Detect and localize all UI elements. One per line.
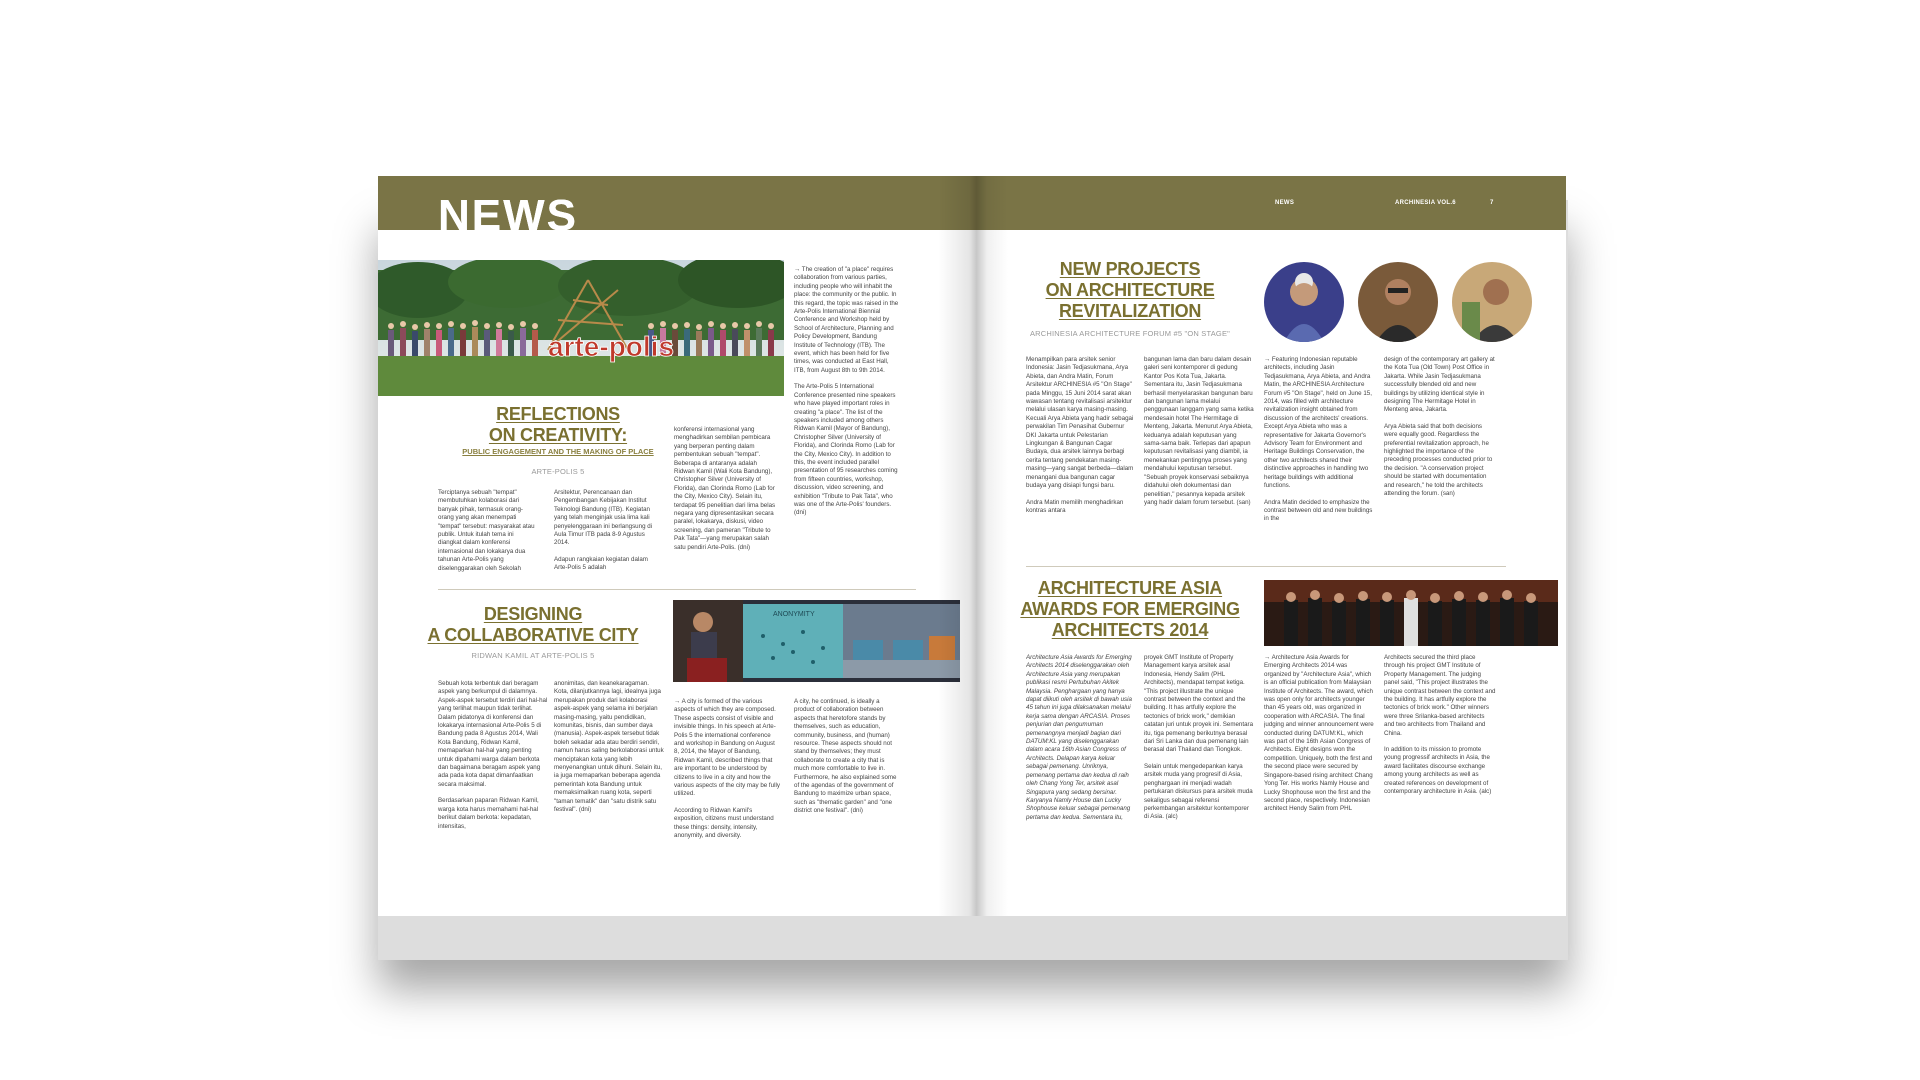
portrait-arya — [1358, 262, 1438, 342]
projects-col-2-text: bangunan lama dan baru dalam desain galeri seni kontemporer di gedung Kantor Pos Kota Tua, Jakarta. Sementara itu, Jasin Tedjasukmana berhasil menyelaraskan bangunan baru dan bangunan lama melalui penggunaan langgam yang sama ketika mendesain hotel The Hermitage di Menteng, Jakarta. Menurut Arya Abieta, keduanya adalah keputusan yang sama-sama baik. Terlepas dari apapun keputusan revitalisasi yang diambil, ia menekankan pentingnya proses yang mendahului keputusan tersebut. "Sebuah proyek konservasi sebaiknya didahului oleh dokumentasi dan penelitian," pesannya kepada arsitek yang hadir dalam forum tersebut. (san) — [1144, 356, 1254, 506]
designing-title-2: A COLLABORATIVE CITY — [427, 625, 639, 645]
header-magazine: ARCHINESIA VOL.6 — [1395, 200, 1456, 206]
arte-polis-sign: arte-polis — [548, 331, 675, 362]
spine-gutter — [938, 176, 1008, 916]
reflections-col-3 — [674, 426, 778, 579]
awards-col-2 — [1144, 654, 1254, 874]
awards-col-4a-text: Architects secured the third place through his project GMT Institute of Property Management. The judging panel said, "This project illustrates the unique contrast between the context and the building. It has artfully explore the tectonics of brick work." Other winners were three Srilanka-based architects and two architects from Thailand and China. — [1384, 654, 1496, 737]
designing-col-3b-text: According to Ridwan Kamil's exposition, citizens must understand these things: density, intensity, anonymity, and diversity. — [674, 806, 774, 840]
designing-col-4-text: A city, he continued, is ideally a product of collaboration between aspects that heretofore stands by themselves, such as education, community, business, and (human) resource. These aspects should not stand by themselves; they must collaborate to create a city that is much more comfortable to live in. Furthermore, he also explained some of the agendas of the government of Bandung to maximize urban space, such as "thematic garden" and "one district one festival". (dni) — [794, 698, 897, 815]
portrait-jasin — [1264, 262, 1344, 342]
awards-title-2: AWARDS FOR EMERGING — [1020, 599, 1240, 619]
awards-col-4 — [1384, 654, 1496, 874]
reflections-col-1-text: Terciptanya sebuah "tempat" membutuhkan kolaborasi dari banyak pihak, termasuk orang-orang yang akan menempati "tempat" tersebut: masyarakat atau publik. Untuk itulah tema ini diangkat dalam konferensi internasional dan lokakarya dua tahunan Arte-Polis yang diselenggarakan oleh Sekolah — [438, 489, 535, 572]
reflections-title-1: REFLECTIONS — [496, 404, 620, 424]
header-band — [378, 176, 1566, 240]
portrait-andra — [1452, 262, 1532, 342]
awards-col-1-text: Architecture Asia Awards for Emerging Architects 2014 diselenggarakan oleh Architecture Asia yang merupakan publikasi resmi Pertubuhan Akitek Malaysia. Penghargaan yang hanya dapat diikuti oleh arsitek di bawah usia 45 tahun ini juga dilaksanakan melalui kerja sama dengan ARCASIA. Proses penjurian dan pengumuman pemenangnya menjadi bagian dari DATUM:KL yang diselenggarakan dalam acara 16th Asian Congress of Architects. Delapan karya keluar sebagai pemenang. Unriknya, pemenang pertama dan kedua di raih oleh Chang Yong Ter, arsitek asal Singapura yang sedang bersinar. Karyanya Namly House dan Lucky Shophouse keluar sebagai pemenang pertama dan kedua. Sementara itu, — [1026, 654, 1132, 821]
projects-title-1: NEW PROJECTS — [1059, 259, 1201, 279]
reflections-col-2a-text: Arsitektur, Perencanaan dan Pengembangan Kebijakan Institut Teknologi Bandung (ITB). Kegiatan yang telah menginjak usia lima kali penyelenggaraan ini berlangsung di Aula Timur ITB pada 8-9 Agustus 2014. — [554, 489, 653, 547]
awards-col-1 — [1026, 654, 1136, 874]
awards-col-4b-text: In addition to its mission to promote young progressif architects in Asia, the award facilitates discourse exchange among young architects as well as created references on development of contemporary architecture in Asia. (alc) — [1384, 746, 1492, 796]
awards-col-2b-text: Selain untuk mengedepankan karya arsitek muda yang progresif di Asia, penghargaan ini menjadi wadah pertukaran diskursus para arsitek muda sekaligus sebagai referensi perkembangan arsitektur kontemporer di Asia. (alc) — [1144, 762, 1253, 821]
designing-col-1b-text: Berdasarkan paparan Ridwan Kamil, warga kota harus memahami hal-hal berikut dalam berkota: kepadatan, intensitas, — [438, 797, 539, 830]
projects-col-4b-text: Arya Abieta said that both decisions were equally good. Regardless the preferential revitalization approach, he highlighted the importance of the preceding processes conducted prior to the decision. "A conservation project should be started with documentation and research," he told the architects attending the forum. (san) — [1384, 422, 1493, 498]
projects-col-3 — [1264, 356, 1374, 556]
projects-col-1b-text: Andra Matin memilih menghadirkan kontras antara — [1026, 498, 1124, 514]
awards-title-3: ARCHITECTS 2014 — [1051, 620, 1209, 640]
page-number: 7 — [1490, 200, 1494, 206]
designing-col-3 — [674, 698, 780, 878]
magazine-spread — [378, 176, 1566, 916]
awards-photo — [1264, 580, 1558, 646]
designing-col-3a-text: → A city is formed of the various aspects of which they are composed. These aspects consist of visible and invisible things. In his speech at Arte-Polis 5 the international conference and workshop in Bandung on August 8, 2014, the Mayor of Bandung, Ridwan Kamil, described things that are important to be understood by citizens to live in a city and how the various aspects of the city may be fully utilized. — [674, 698, 780, 798]
projects-col-3a-text: → Featuring Indonesian reputable architects, including Jasin Tedjasukmana, Arya Abieta, and Andra Matin, the ARCHINESIA Architecture Forum #5 "On Stage", held on June 15, 2014, was filled with architecture revitalization insight obtained from discussion of the architects' creations. Except Arya Abieta who was a representative for Jakarta Governor's Advisory Team for Environment and Heritage Buildings Conservation, the other two architects shared their distinctive approaches in handling two heritage buildings with additional functions. — [1264, 356, 1372, 490]
projects-title-2: ON ARCHITECTURE — [1045, 280, 1215, 300]
awards-title-1: ARCHITECTURE ASIA — [1037, 578, 1223, 598]
reflections-col-4b-text: The Arte-Polis 5 International Conference presented nine speakers who have played important roles in creating "a place". The list of the speakers included among others Ridwan Kamil (Mayor of Bandung), Christopher Silver (University of Florida), and Clorinda Romo (Lab for the City, Mexico City). In addition to this, the event included parallel presentation of 95 researches coming from fifteen countries, workshop, discussion, video screening, and exhibition "Tribute to Pak Tata", who was one of the Arte-Polis' founders. (dni) — [794, 383, 898, 517]
designing-byline: RIDWAN KAMIL AT ARTE-POLIS 5 — [471, 651, 595, 660]
projects-col-4a-text: design of the contemporary art gallery at the Kota Tua (Old Town) Post Office in Jakarta. While Jasin Tedjasukmana successfully blended old and new buildings by utilizing identical style in designing The Hermitage Hotel in Menteng area, Jakarta. — [1384, 356, 1495, 414]
projects-title-3: REVITALIZATION — [1058, 301, 1202, 321]
projects-byline: ARCHINESIA ARCHITECTURE FORUM #5 "ON STAGE" — [1029, 329, 1231, 338]
reflections-col-3-text: konferensi internasional yang menghadirkan sembilan pembicara yang berperan penting dalam pembentukan sebuah "tempat". Beberapa di antaranya adalah Ridwan Kamil (Wali Kota Bandung), Christopher Silver (University of Florida), dan Clorinda Romo (Lab for the City, Mexico City). Selain itu, terdapat 95 penelitian dari lima belas negara yang dipresentasikan secara paralel, lokakarya, diskusi, video screening, dan pameran "Tribute to Pak Tata"—yang merupakan salah satu pendiri Arte-Polis. (dni) — [674, 426, 776, 551]
reflections-byline: ARTE-POLIS 5 — [531, 467, 585, 476]
arte-polis-photo — [378, 260, 784, 396]
section-divider-left — [438, 589, 916, 590]
projects-col-1a-text: Menampilkan para arsitek senior Indonesia: Jasin Tedjasukmana, Arya Abieta, dan Andra Matin, Forum Arsitektur ARCHINESIA #5 "On Stage" pada Minggu, 15 Juni 2014 sarat akan wawasan tentang revitalisasi arsitektur melalui ulasan karya masing-masing. Kecuali Arya Abieta yang hadir sebagai perwakilan Tim Penasihat Gubernur DKI Jakarta untuk Pelestarian Lingkungan & Bangunan Cagar Budaya, dua arsitek lainnya berbagi cerita tentang pendekatan masing-masing—yang sangat berbeda—dalam menangani dua bangunan cagar budaya yang disiapi fungsi baru. — [1026, 356, 1134, 490]
designing-col-1 — [438, 680, 548, 880]
projects-col-1 — [1026, 356, 1136, 556]
reflections-title-2: ON CREATIVITY: — [488, 425, 628, 445]
awards-col-3-text: → Architecture Asia Awards for Emerging Architects 2014 was organized by "Architecture Asia", which is an official publication from Malaysian Institute of Architects. The award, which was open only for architects younger than 45 years old, was organized in cooperation with ARCASIA. The final judging and winner announcement were conducted during DATUM:KL, which was part of the 16th Asian Congress of Architects. Eight designs won the competition. Uniquely, both the first and the second place were secured by Singapore-based rising architect Chang Yong Ter. His works Namly House and Lucky Shophouse won the first and the second place, respectively. Indonesian architect Hendy Salim from PHL — [1264, 654, 1374, 813]
designing-title-1: DESIGNING — [483, 604, 583, 624]
reflections-col-1 — [438, 489, 538, 579]
reflections-col-4a-text: → The creation of "a place" requires collaboration from various parties, including people who will inhabit the place: the community or the public. In this regard, the topic was raised in the Arte-Polis International Biennial Conference and Workshop held by School of Architecture, Planning and Policy Development, Bandung Institute of Technology (ITB). The event, which has been held for five times, was conducted at East Hall, ITB, from August 8th to 9th 2014. — [794, 266, 899, 374]
awards-col-3 — [1264, 654, 1374, 874]
designing-col-4 — [794, 698, 900, 878]
projects-col-4 — [1384, 356, 1496, 556]
ridwan-kamil-photo — [673, 600, 960, 682]
awards-col-2a-text: proyek GMT Institute of Property Management karya arsitek asal Indonesia, Hendy Salim (PHL Architects), mendapat tempat ketiga. "This project illustrate the unique contrast between the context and the building. It has artfully explore the tectonics of brick work," demikian catatan juri untuk proyek ini. Sementara itu, tiga pemenang berikutnya berasal dari Sri Lanka dan dua pemenang lain berasal dari Thailand dan Tiongkok. — [1144, 654, 1254, 754]
designing-col-2-text: anonimitas, dan keanekaragaman. Kota, dilanjutkannya lagi, idealnya juga merupakan produk dari kolaborasi aspek-aspek yang selama ini berjalan masing-masing, yaitu pendidikan, komunitas, bisnis, dan sumber daya (manusia). Aspek-aspek tersebut tidak boleh sekadar ada atau berdiri sendiri, namun harus saling berkolaborasi untuk menciptakan kota yang lebih menyenangkan untuk dihuni. Selain itu, ia juga memaparkan beberapa agenda pemerintah kota Bandung untuk memaksimalkan ruang kota, seperti "taman tematik" dan "satu distrik satu festival". (dni) — [554, 680, 664, 814]
projects-col-2 — [1144, 356, 1254, 556]
reflections-subtitle: PUBLIC ENGAGEMENT AND THE MAKING OF PLACE — [462, 447, 654, 456]
reflections-col-2 — [554, 489, 660, 579]
header-right-section: NEWS — [1275, 200, 1295, 206]
designing-col-2 — [554, 680, 664, 880]
section-divider-right — [1026, 566, 1506, 567]
projects-col-3b-text: Andra Matin decided to emphasize the contrast between old and new buildings in the — [1264, 498, 1373, 523]
reflections-col-2b-text: Adapun rangkaian kegiatan dalam Arte-Polis 5 adalah — [554, 555, 648, 572]
designing-col-1a-text: Sebuah kota terbentuk dari beragam aspek yang berkumpul di dalamnya. Aspek-aspek tersebut terdiri dari hal-hal yang terlihat maupun tidak terlihat. Dalam pidatonya di konferensi dan lokakarya internasional Arte-Polis 5 di Bandung pada 8 Agustus 2014, Wali Kota Bandung, Ridwan Kamil, memaparkan hal-hal yang penting untuk dipahami warga dalam berkota dan bagaimana beragam aspek yang ada pada kota dapat dimanfaatkan secara maksimal. — [438, 680, 548, 788]
reflections-col-4 — [794, 266, 900, 566]
section-title-wrap — [438, 194, 578, 246]
slide-text: ANONYMITY — [773, 611, 815, 618]
section-title: NEWS — [438, 194, 578, 240]
